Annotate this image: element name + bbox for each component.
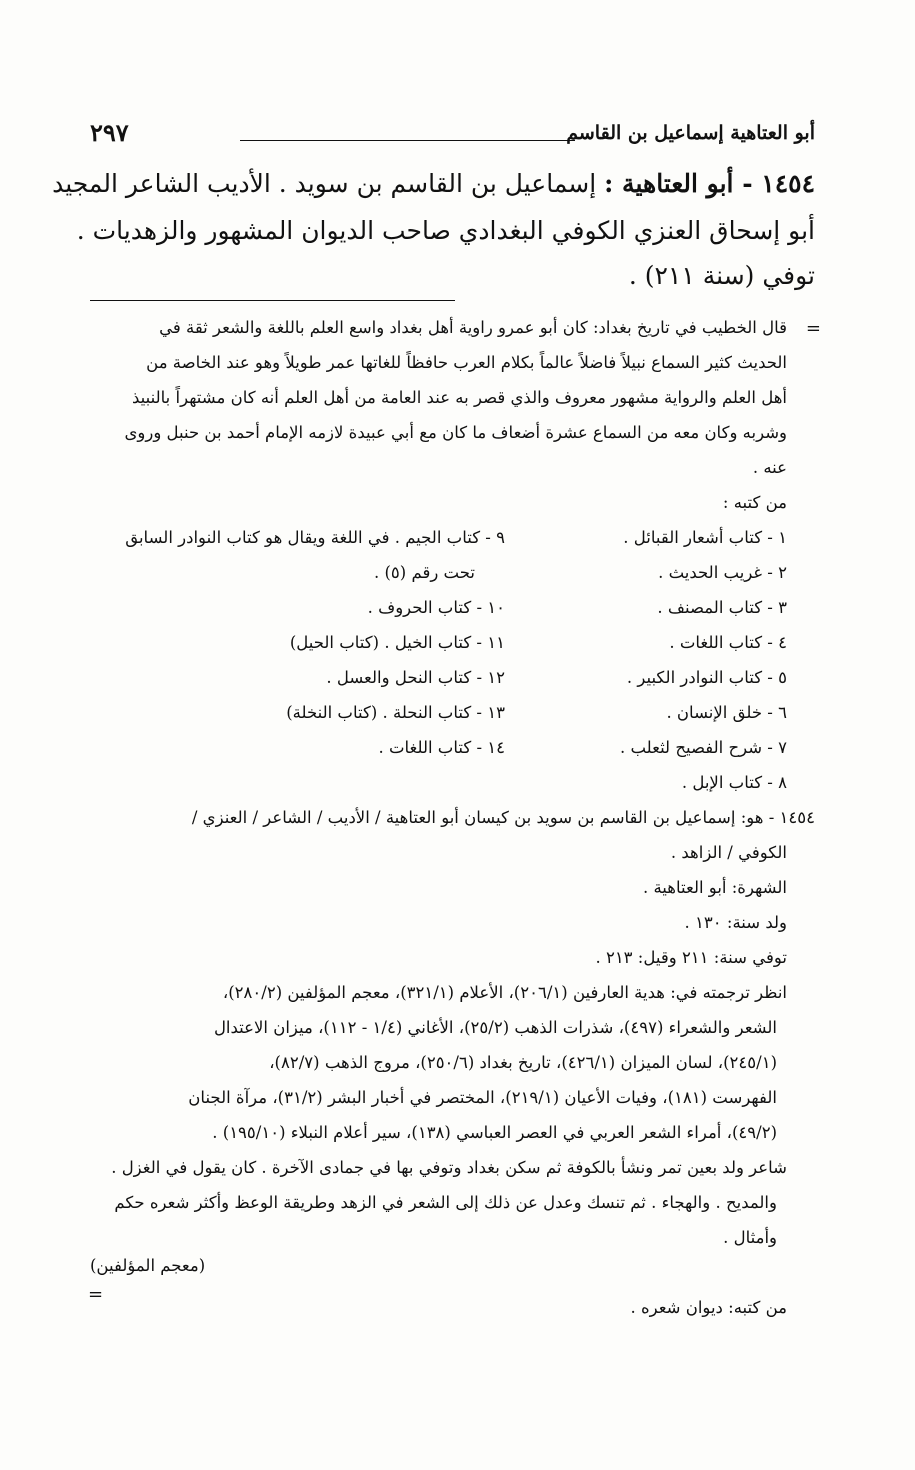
book-item: ٣ - كتاب المصنف .: [657, 598, 787, 617]
died-line: توفي سنة: ٢١١ وقيل: ٢١٣ .: [595, 948, 787, 967]
sources-line: (٢٤٥/١)، لسان الميزان (٤٢٦/١)، تاريخ بغداد (٢٥٠/٦)، مروج الذهب (٨٢/٧)،: [269, 1053, 777, 1072]
born-line: ولد سنة: ١٣٠ .: [684, 913, 787, 932]
book-item: ١٠ - كتاب الحروف .: [367, 598, 505, 617]
book-item: ٩ - كتاب الجيم . في اللغة ويقال هو كتاب النوادر السابق: [125, 528, 505, 547]
footnote-line: الحديث كثير السماع نبيلاً فاضلاً عالماً بكلام العرب حافظاً للغاتها عمر طويلاً وهو عند الخاصة من: [146, 353, 787, 372]
books-heading: من كتبه :: [722, 493, 787, 512]
book-item: ١١ - كتاب الخيل . (كتاب الحيل): [289, 633, 505, 652]
fame-line: الشهرة: أبو العتاهية .: [642, 878, 787, 897]
his-books-line: من كتبه: ديوان شعره .: [630, 1298, 787, 1317]
footnote-line: عنه .: [752, 458, 787, 477]
book-item: ٤ - كتاب اللغات .: [669, 633, 787, 652]
end-marker: =: [88, 1284, 104, 1305]
bio-line: وأمثال .: [723, 1228, 777, 1247]
book-item: ٨ - كتاب الإبل .: [681, 773, 787, 792]
book-item: ٥ - كتاب النوادر الكبير .: [626, 668, 787, 687]
header-rule: [240, 140, 575, 141]
running-title: أبو العتاهية إسماعيل بن القاسم: [566, 122, 815, 144]
source-note: (معجم المؤلفين): [90, 1256, 206, 1275]
entry-number: ١٤٥٤ - أبو العتاهية :: [604, 169, 815, 198]
page-header: [90, 118, 815, 152]
book-item: ٧ - شرح الفصيح لثعلب .: [619, 738, 787, 757]
sources-line: (٤٩/٢)، أمراء الشعر العربي في العصر العباسي (١٣٨)، سير أعلام النبلاء (١٩٥/١٠) .: [212, 1123, 777, 1142]
entry-line-1-text: إسماعيل بن القاسم بن سويد . الأديب الشاعر المجيد: [52, 169, 597, 198]
sources-line: الشعر والشعراء (٤٩٧)، شذرات الذهب (٢٥/٢)، الأغاني (١/٤ - ١١٢)، ميزان الاعتدال: [213, 1018, 777, 1037]
entry-note-line: ١٤٥٤ - هو: إسماعيل بن القاسم بن سويد بن كيسان أبو العتاهية / الأديب / الشاعر / العنزي /: [191, 808, 815, 827]
book-item: ١٣ - كتاب النحلة . (كتاب النخلة): [286, 703, 505, 722]
book-item: تحت رقم (٥) .: [373, 563, 475, 582]
bio-line: شاعر ولد بعين تمر ونشأ بالكوفة ثم سكن بغداد وتوفي بها في جمادى الآخرة . كان يقول في الغزل .: [111, 1158, 787, 1177]
entry-line-2: أبو إسحاق العنزي الكوفي البغدادي صاحب الديوان المشهور والزهديات .: [76, 216, 815, 245]
continuation-marker: =: [805, 318, 821, 339]
footnote-separator: [90, 300, 455, 301]
book-item: ١٢ - كتاب النحل والعسل .: [326, 668, 505, 687]
book-item: ٦ - خلق الإنسان .: [666, 703, 787, 722]
entry-line-3: توفي (سنة ٢١١) .: [628, 261, 815, 290]
sources-line: انظر ترجمته في: هدية العارفين (٢٠٦/١)، الأعلام (٣٢١/١)، معجم المؤلفين (٢٨٠/٢)،: [222, 983, 787, 1002]
page-number: ٢٩٧: [90, 118, 129, 147]
book-item: ١٤ - كتاب اللغات .: [378, 738, 505, 757]
bio-line: والمديح . والهجاء . ثم تنسك وعدل عن ذلك إلى الشعر في الزهد وطريقة الوعظ وأكثر شعره حكم: [114, 1193, 777, 1212]
sources-line: الفهرست (١٨١)، وفيات الأعيان (٢١٩/١)، المختصر في أخبار البشر (٣١/٢)، مرآة الجنان: [188, 1088, 777, 1107]
entry-line-1: [52, 162, 815, 206]
book-item: ١ - كتاب أشعار القبائل .: [623, 528, 787, 547]
footnote-line: أهل العلم والرواية مشهور معروف والذي قصر به عند العامة من أهل العلم أنه كان مشتهراً بالنبيذ: [132, 388, 787, 407]
footnote-line: قال الخطيب في تاريخ بغداد: كان أبو عمرو راوية أهل بغداد واسع العلم باللغة والشعر ثقة في: [159, 318, 787, 337]
entry-note-line: الكوفي / الزاهد .: [670, 843, 787, 862]
footnote-line: وشربه وكان معه من السماع عشرة أضعاف ما كان مع أبي عبيدة لازمه الإمام أحمد بن حنبل وروى: [124, 423, 787, 442]
book-item: ٢ - غريب الحديث .: [658, 563, 787, 582]
